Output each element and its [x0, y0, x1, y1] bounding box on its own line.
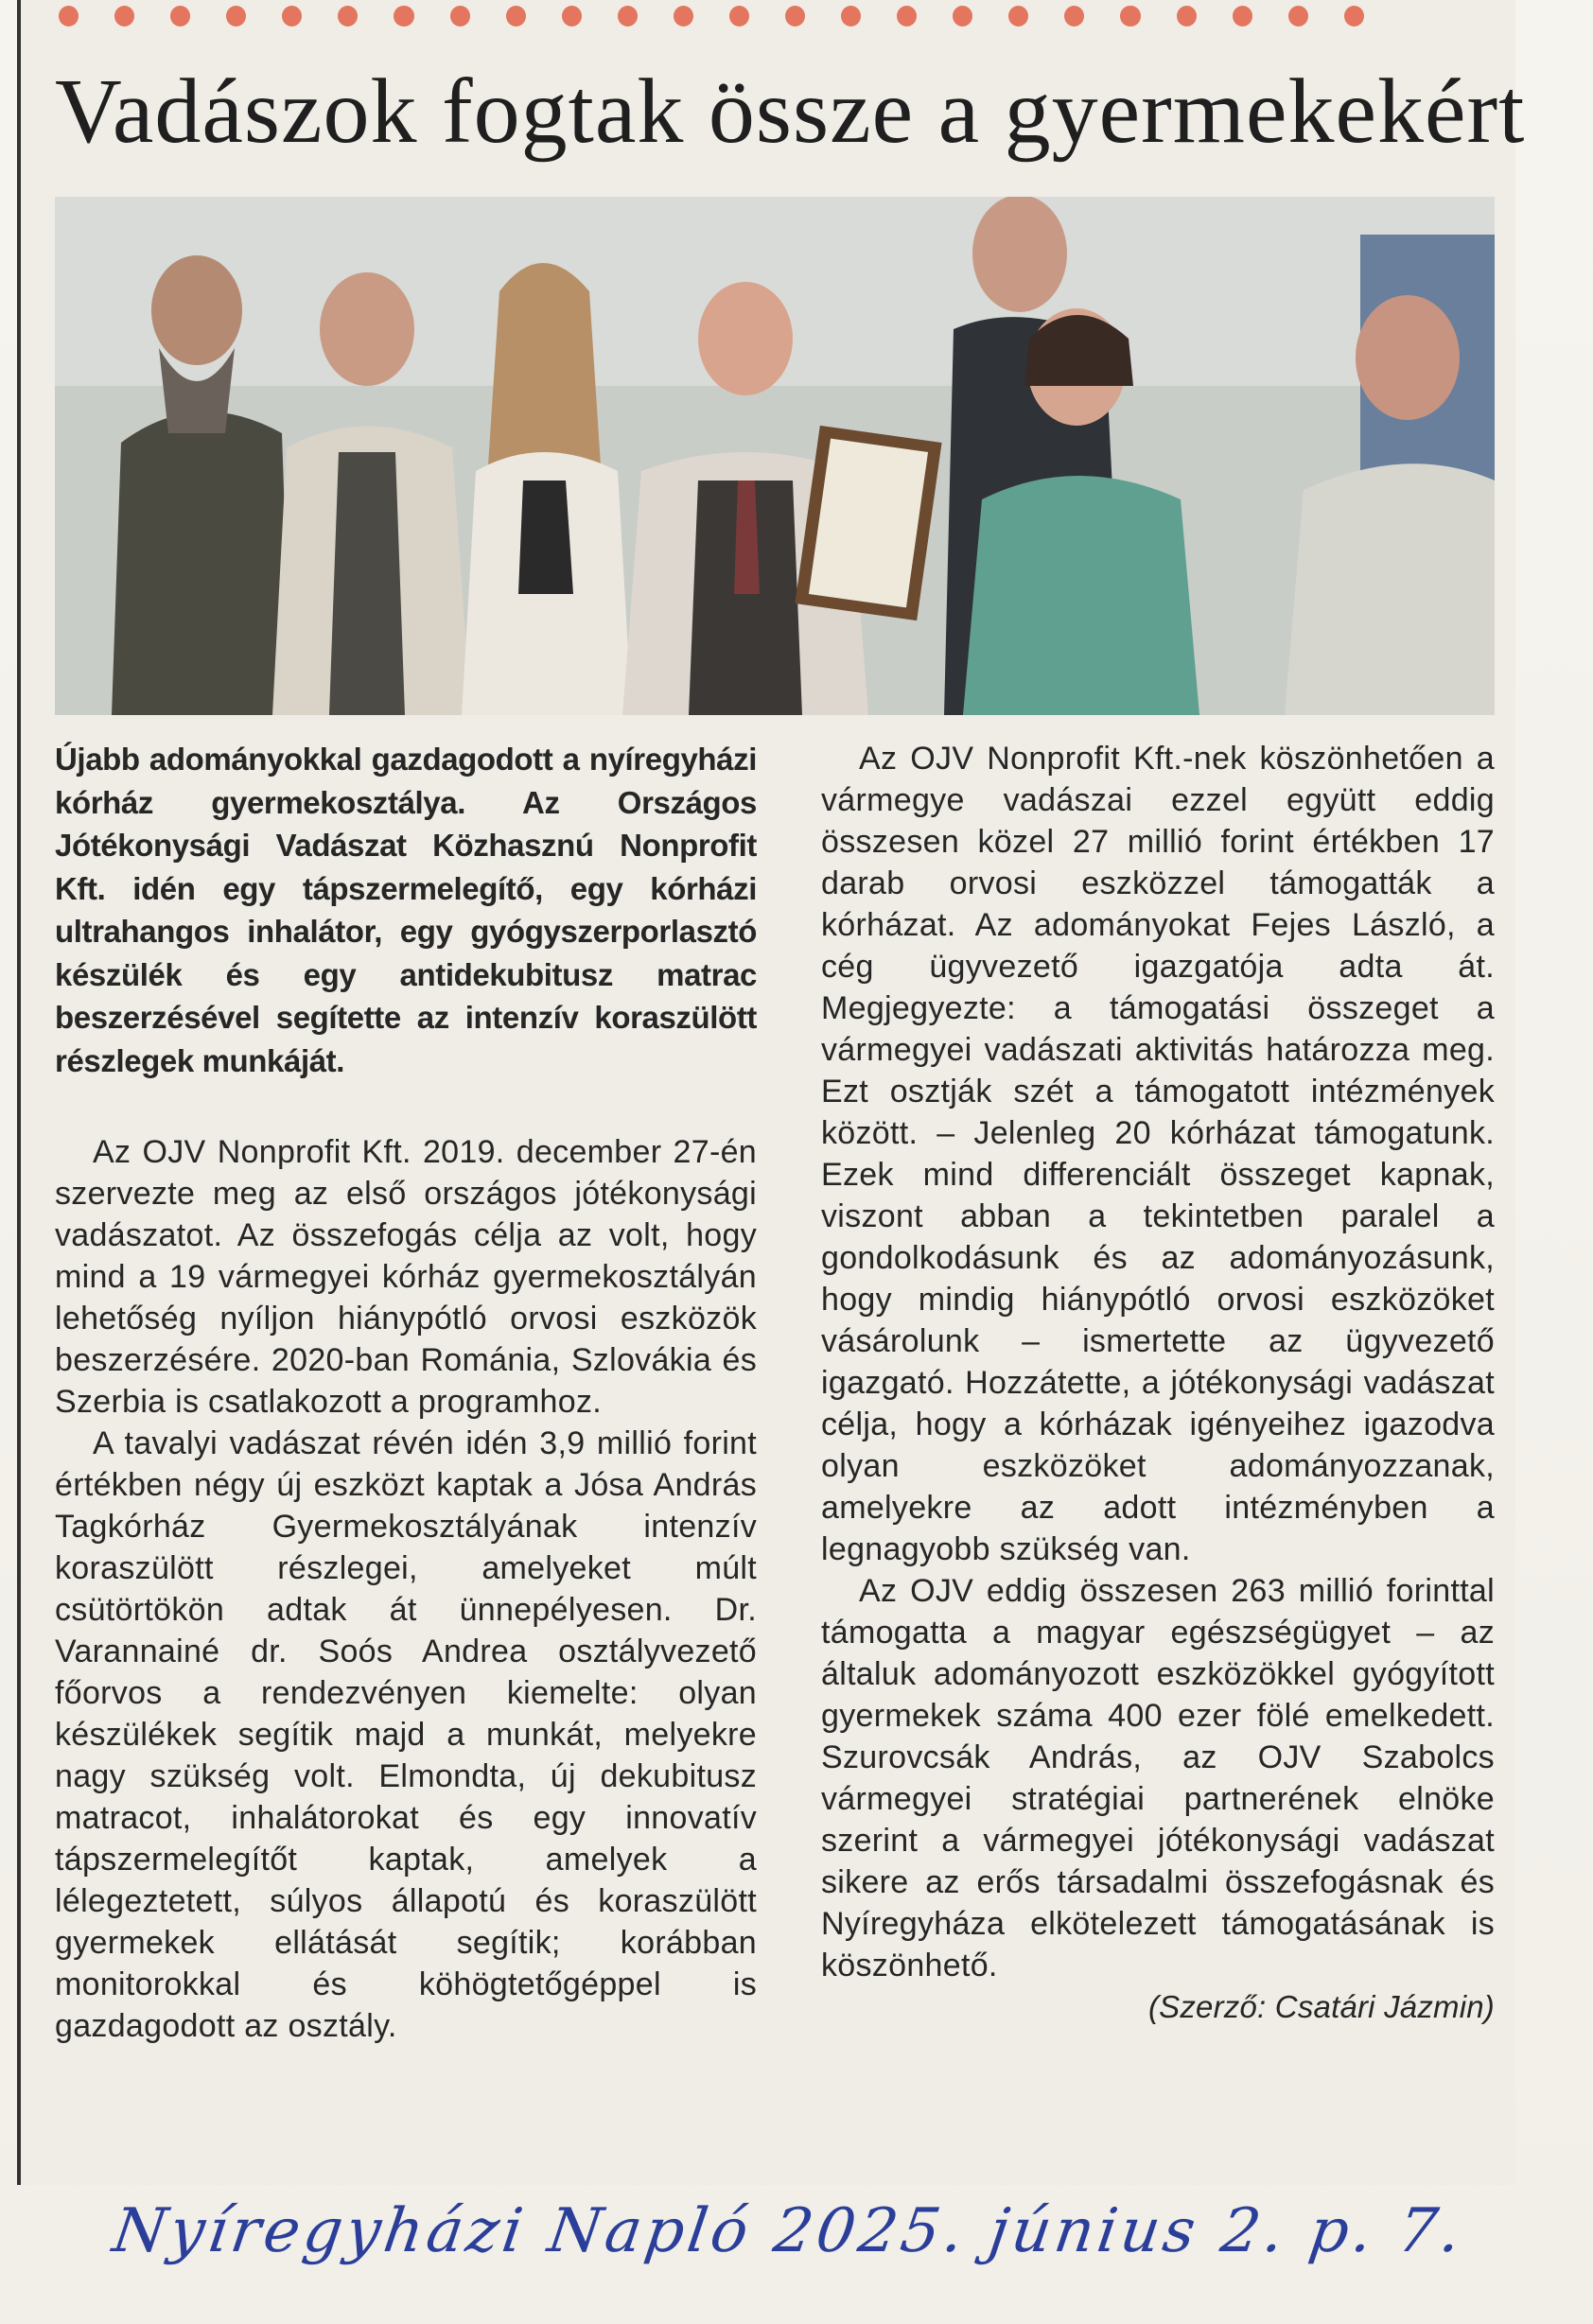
left-column: [55, 738, 757, 2047]
right-column: [821, 738, 1495, 2028]
paragraph: Az OJV Nonprofit Kft. 2019. december 27-én szervezte meg az első országos jótékonysági vadászatot. Az összefogás célja az volt, hogy mind a 19 vármegyei kórház gyermekosztályán lehetőség nyíljon hiánypótló orvosi eszközök beszerzésére. 2020-ban Románia, Szlovákia és Szerbia is csatlakozott a programhoz.: [55, 1134, 757, 1420]
article-headline: Vadászok fogtak össze a gyermekekért: [55, 61, 1526, 163]
paragraph: Az OJV eddig összesen 263 millió forinttal támogatta a magyar egészségügyet – az általuk adományozott eszközökkel gyógyított gyermekek száma 400 ezer fölé emelkedett. Szurovcsák András, az OJV Szabolcs vármegyei stratégiai partnerének elnöke szerint a vármegyei jótékonysági vadászat sikere az erős társadalmi összefogásnak és Nyíregyháza elkötelezett támogatásának is köszönhető.: [821, 1573, 1495, 1983]
certificate-frame: [795, 426, 941, 620]
handwritten-source-note: Nyíregyházi Napló 2025. június 2. p. 7.: [108, 2196, 1469, 2266]
article-lead: Újabb adományokkal gazdagodott a nyíregyházi kórház gyermekosztálya. Az Országos Jótékonysági Vadászat Közhasznú Nonprofit Kft. idén egy tápszermelegítő, egy kórházi ultrahangos inhalátor, egy gyógyszerporlasztó készülék és egy antidekubitusz matrac beszerzésével segítette az intenzív koraszülött részlegek munkáját.: [55, 742, 757, 1078]
group-photo-illustration: [55, 197, 1495, 715]
paragraph: A tavalyi vadászat révén idén 3,9 millió forint értékben négy új eszközt kaptak a Jósa András Tagkórház Gyermekosztályának intenzív koraszülött részlegei, amelyeket múlt csütörtökön adtak át ünnepélyesen. Dr. Varannainé dr. Soós Andrea osztályvezető főorvos a rendezvényen kiemelte: olyan készülékek segítik majd a munkát, melyekre nagy szükség volt. Elmondta, új dekubitusz matracot, inhalátorokat és egy innovatív tápszermelegítőt kaptak, amelyek a lélegeztetett, súlyos állapotú és koraszülött gyermekek ellátását segítik; korábban monitorokkal és köhögtetőgéppel is gazdagodott az osztály.: [55, 1425, 757, 2044]
article-photo: [55, 197, 1495, 715]
article-byline: (Szerző: Csatári Jázmin): [1147, 1989, 1495, 2024]
paragraph: Az OJV Nonprofit Kft.-nek köszönhetően a vármegye vadászai ezzel együtt eddig összesen közel 27 millió forint értékben 17 darab orvosi eszközzel támogatták a kórházat. Az adományokat Fejes László, a cég ügyvezető igazgatója adta át. Megjegyezte: a támogatási összeget a vármegyei vadászati aktivitás határozza meg. Ezt osztják szét a támogatott intézmények között. – Jelenleg 20 kórházat támogatunk. Ezek mind differenciált összeget kapnak, viszont abban a tekintetben paralel a gondolkodásunk és az adományozásunk, hogy mindig hiánypótló orvosi eszközöket vásárolunk – ismertette az ügyvezető igazgató. Hozzátette, a jótékonysági vadászat célja, hogy a kórházak igényeihez igazodva olyan eszközöket adományozzanak, amelyekre az adott intézményben a legnagyobb szükség van.: [821, 741, 1495, 1567]
perforation-dots: [59, 6, 1364, 26]
